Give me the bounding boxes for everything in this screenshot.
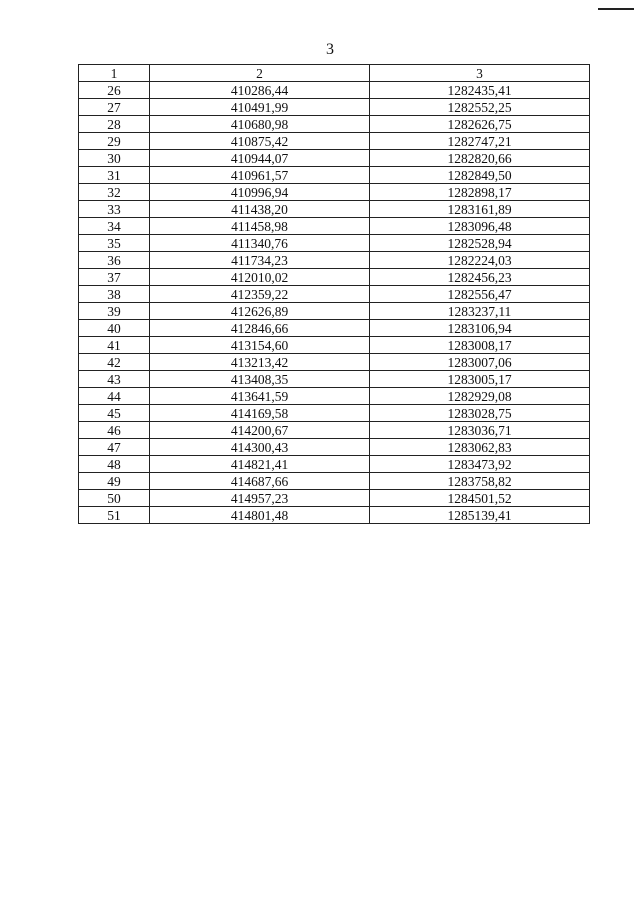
x-coordinate-cell: 411458,98 xyxy=(150,218,370,235)
x-coordinate-cell: 411734,23 xyxy=(150,252,370,269)
y-coordinate-cell: 1282929,08 xyxy=(370,388,590,405)
y-coordinate-cell: 1283758,82 xyxy=(370,473,590,490)
x-coordinate-cell: 412846,66 xyxy=(150,320,370,337)
y-coordinate-cell: 1283096,48 xyxy=(370,218,590,235)
table-row xyxy=(79,456,590,473)
point-number-cell: 42 xyxy=(79,354,150,371)
table-row xyxy=(79,99,590,116)
table-row xyxy=(79,422,590,439)
y-coordinate-cell: 1285139,41 xyxy=(370,507,590,524)
column-header: 1 xyxy=(79,65,150,82)
point-number-cell: 30 xyxy=(79,150,150,167)
y-coordinate-cell: 1283007,06 xyxy=(370,354,590,371)
column-header: 2 xyxy=(150,65,370,82)
table-header-row xyxy=(79,65,590,82)
coordinates-table xyxy=(78,64,590,524)
point-number-cell: 49 xyxy=(79,473,150,490)
x-coordinate-cell: 414957,23 xyxy=(150,490,370,507)
point-number-cell: 28 xyxy=(79,116,150,133)
point-number-cell: 37 xyxy=(79,269,150,286)
table-row xyxy=(79,388,590,405)
table-row xyxy=(79,473,590,490)
x-coordinate-cell: 414169,58 xyxy=(150,405,370,422)
table-row xyxy=(79,354,590,371)
point-number-cell: 50 xyxy=(79,490,150,507)
x-coordinate-cell: 412010,02 xyxy=(150,269,370,286)
point-number-cell: 41 xyxy=(79,337,150,354)
x-coordinate-cell: 411340,76 xyxy=(150,235,370,252)
table-row xyxy=(79,337,590,354)
point-number-cell: 40 xyxy=(79,320,150,337)
x-coordinate-cell: 411438,20 xyxy=(150,201,370,218)
y-coordinate-cell: 1282820,66 xyxy=(370,150,590,167)
table-row xyxy=(79,82,590,99)
y-coordinate-cell: 1282552,25 xyxy=(370,99,590,116)
y-coordinate-cell: 1282626,75 xyxy=(370,116,590,133)
y-coordinate-cell: 1283028,75 xyxy=(370,405,590,422)
table-row xyxy=(79,269,590,286)
x-coordinate-cell: 413641,59 xyxy=(150,388,370,405)
x-coordinate-cell: 410996,94 xyxy=(150,184,370,201)
point-number-cell: 35 xyxy=(79,235,150,252)
y-coordinate-cell: 1282849,50 xyxy=(370,167,590,184)
point-number-cell: 43 xyxy=(79,371,150,388)
y-coordinate-cell: 1282456,23 xyxy=(370,269,590,286)
table-row xyxy=(79,201,590,218)
point-number-cell: 38 xyxy=(79,286,150,303)
point-number-cell: 45 xyxy=(79,405,150,422)
x-coordinate-cell: 410944,07 xyxy=(150,150,370,167)
table-row xyxy=(79,167,590,184)
x-coordinate-cell: 414801,48 xyxy=(150,507,370,524)
table-row xyxy=(79,439,590,456)
y-coordinate-cell: 1283062,83 xyxy=(370,439,590,456)
table-row xyxy=(79,507,590,524)
x-coordinate-cell: 414687,66 xyxy=(150,473,370,490)
y-coordinate-cell: 1283161,89 xyxy=(370,201,590,218)
y-coordinate-cell: 1283237,11 xyxy=(370,303,590,320)
point-number-cell: 32 xyxy=(79,184,150,201)
table-row xyxy=(79,218,590,235)
x-coordinate-cell: 413408,35 xyxy=(150,371,370,388)
point-number-cell: 51 xyxy=(79,507,150,524)
x-coordinate-cell: 413154,60 xyxy=(150,337,370,354)
point-number-cell: 33 xyxy=(79,201,150,218)
y-coordinate-cell: 1283036,71 xyxy=(370,422,590,439)
y-coordinate-cell: 1284501,52 xyxy=(370,490,590,507)
x-coordinate-cell: 410961,57 xyxy=(150,167,370,184)
table-row xyxy=(79,184,590,201)
table-row xyxy=(79,490,590,507)
y-coordinate-cell: 1282224,03 xyxy=(370,252,590,269)
y-coordinate-cell: 1282528,94 xyxy=(370,235,590,252)
x-coordinate-cell: 414200,67 xyxy=(150,422,370,439)
table-row xyxy=(79,235,590,252)
x-coordinate-cell: 413213,42 xyxy=(150,354,370,371)
table-row xyxy=(79,116,590,133)
table-body xyxy=(79,82,590,524)
point-number-cell: 34 xyxy=(79,218,150,235)
corner-mark xyxy=(598,8,634,10)
x-coordinate-cell: 414300,43 xyxy=(150,439,370,456)
point-number-cell: 26 xyxy=(79,82,150,99)
point-number-cell: 48 xyxy=(79,456,150,473)
y-coordinate-cell: 1283473,92 xyxy=(370,456,590,473)
table-row xyxy=(79,371,590,388)
table-row xyxy=(79,252,590,269)
point-number-cell: 36 xyxy=(79,252,150,269)
point-number-cell: 31 xyxy=(79,167,150,184)
table-row xyxy=(79,133,590,150)
y-coordinate-cell: 1282435,41 xyxy=(370,82,590,99)
point-number-cell: 29 xyxy=(79,133,150,150)
y-coordinate-cell: 1283106,94 xyxy=(370,320,590,337)
y-coordinate-cell: 1283005,17 xyxy=(370,371,590,388)
y-coordinate-cell: 1282556,47 xyxy=(370,286,590,303)
y-coordinate-cell: 1282898,17 xyxy=(370,184,590,201)
point-number-cell: 27 xyxy=(79,99,150,116)
table-row xyxy=(79,286,590,303)
point-number-cell: 39 xyxy=(79,303,150,320)
table-row xyxy=(79,405,590,422)
x-coordinate-cell: 410680,98 xyxy=(150,116,370,133)
column-header: 3 xyxy=(370,65,590,82)
x-coordinate-cell: 412626,89 xyxy=(150,303,370,320)
x-coordinate-cell: 412359,22 xyxy=(150,286,370,303)
page-number: 3 xyxy=(326,41,334,58)
x-coordinate-cell: 410491,99 xyxy=(150,99,370,116)
y-coordinate-cell: 1283008,17 xyxy=(370,337,590,354)
point-number-cell: 44 xyxy=(79,388,150,405)
table-row xyxy=(79,303,590,320)
point-number-cell: 47 xyxy=(79,439,150,456)
x-coordinate-cell: 410286,44 xyxy=(150,82,370,99)
table-row xyxy=(79,150,590,167)
x-coordinate-cell: 414821,41 xyxy=(150,456,370,473)
point-number-cell: 46 xyxy=(79,422,150,439)
x-coordinate-cell: 410875,42 xyxy=(150,133,370,150)
y-coordinate-cell: 1282747,21 xyxy=(370,133,590,150)
table-row xyxy=(79,320,590,337)
